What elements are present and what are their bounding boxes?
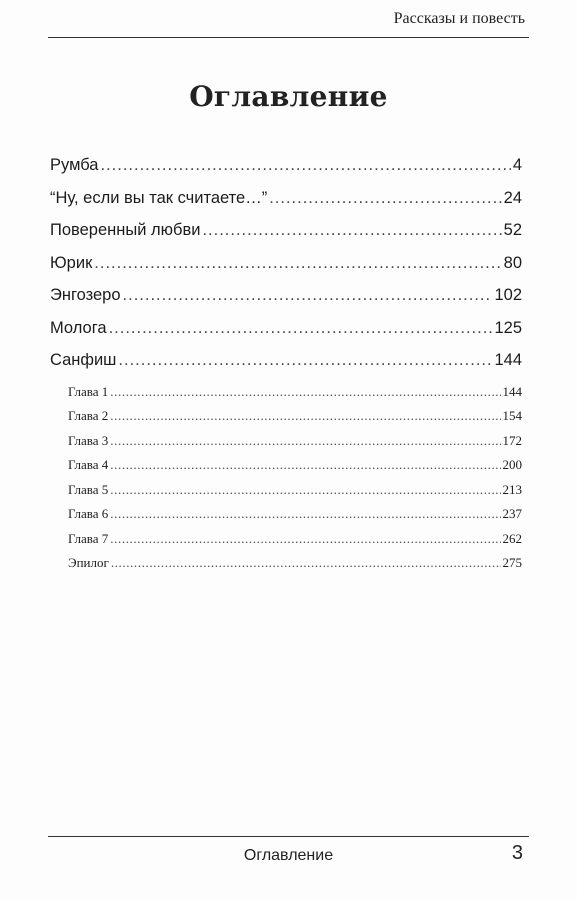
table-of-contents xyxy=(50,156,522,580)
toc-subentry-title: Глава 1 xyxy=(68,383,109,399)
running-footer: Оглавление xyxy=(243,847,334,864)
toc-subentry-chapter-3[interactable] xyxy=(50,433,522,458)
toc-subentry-chapter-1[interactable] xyxy=(50,384,522,409)
toc-subentry-title: Глава 4 xyxy=(68,457,109,472)
toc-subentry-page: 213 xyxy=(502,481,522,497)
toc-title: Оглавление xyxy=(189,80,388,113)
toc-entry-title: “Ну, если вы так считаете…” xyxy=(50,188,268,207)
toc-entry-page: 24 xyxy=(503,188,522,207)
dot-leader xyxy=(110,506,500,522)
toc-entry-title: Энгозеро xyxy=(50,286,121,304)
toc-subentry-page: 172 xyxy=(502,432,522,448)
toc-entry-page: 4 xyxy=(512,156,522,174)
dot-leader xyxy=(110,457,500,473)
toc-entry-title: Юрик xyxy=(50,253,93,272)
running-header: Рассказы и повесть xyxy=(393,10,525,27)
header-rule xyxy=(48,37,529,38)
toc-subentry-title: Глава 7 xyxy=(68,530,109,546)
dot-leader xyxy=(269,189,501,208)
toc-subentry-chapter-2[interactable] xyxy=(50,408,522,433)
toc-entry-nu-esli[interactable] xyxy=(50,189,522,222)
toc-subentry-title: Глава 5 xyxy=(68,481,109,497)
toc-entry-title: Румба xyxy=(50,156,99,174)
dot-leader xyxy=(110,384,500,400)
toc-entry-title: Санфиш xyxy=(50,351,117,369)
toc-subentry-chapter-5[interactable] xyxy=(50,482,522,507)
toc-entry-mologa[interactable] xyxy=(50,319,522,352)
toc-entry-yurik[interactable] xyxy=(50,254,522,287)
toc-subentry-page: 275 xyxy=(502,555,522,570)
toc-entry-page: 80 xyxy=(503,253,522,272)
toc-subentry-chapter-6[interactable] xyxy=(50,506,522,531)
dot-leader xyxy=(123,286,493,305)
dot-leader xyxy=(110,408,500,424)
toc-entry-rumba[interactable] xyxy=(50,156,522,189)
toc-entry-sanfish[interactable] xyxy=(50,351,522,384)
toc-subentry-title: Глава 6 xyxy=(68,506,109,521)
toc-entry-title: Поверенный любви xyxy=(50,221,201,239)
dot-leader xyxy=(118,351,492,370)
toc-entry-page: 125 xyxy=(494,318,522,337)
toc-entry-page: 52 xyxy=(503,221,522,239)
toc-subentry-page: 200 xyxy=(502,457,522,472)
toc-subentry-title: Глава 3 xyxy=(68,432,109,448)
toc-subentry-epilogue[interactable] xyxy=(50,555,522,580)
toc-subentry-chapter-4[interactable] xyxy=(50,457,522,482)
toc-subentry-page: 144 xyxy=(502,383,522,399)
toc-entry-engozero[interactable] xyxy=(50,286,522,319)
dot-leader xyxy=(110,433,500,449)
dot-leader xyxy=(110,531,500,547)
dot-leader xyxy=(100,156,510,175)
toc-subentry-page: 154 xyxy=(502,408,522,423)
toc-entry-page: 144 xyxy=(494,351,522,369)
toc-entry-poverenny[interactable] xyxy=(50,221,522,254)
footer-rule xyxy=(48,836,529,837)
toc-subentry-page: 237 xyxy=(502,506,522,521)
dot-leader xyxy=(94,254,501,273)
dot-leader xyxy=(109,319,493,338)
toc-subentry-title: Эпилог xyxy=(68,555,109,570)
page-number: 3 xyxy=(511,842,523,864)
dot-leader xyxy=(110,482,500,498)
toc-subentry-page: 262 xyxy=(502,530,522,546)
toc-entry-page: 102 xyxy=(494,286,522,304)
toc-subentry-chapter-7[interactable] xyxy=(50,531,522,556)
dot-leader xyxy=(111,555,501,571)
toc-entry-title: Молога xyxy=(50,318,107,337)
dot-leader xyxy=(202,221,501,240)
toc-subentry-title: Глава 2 xyxy=(68,408,109,423)
